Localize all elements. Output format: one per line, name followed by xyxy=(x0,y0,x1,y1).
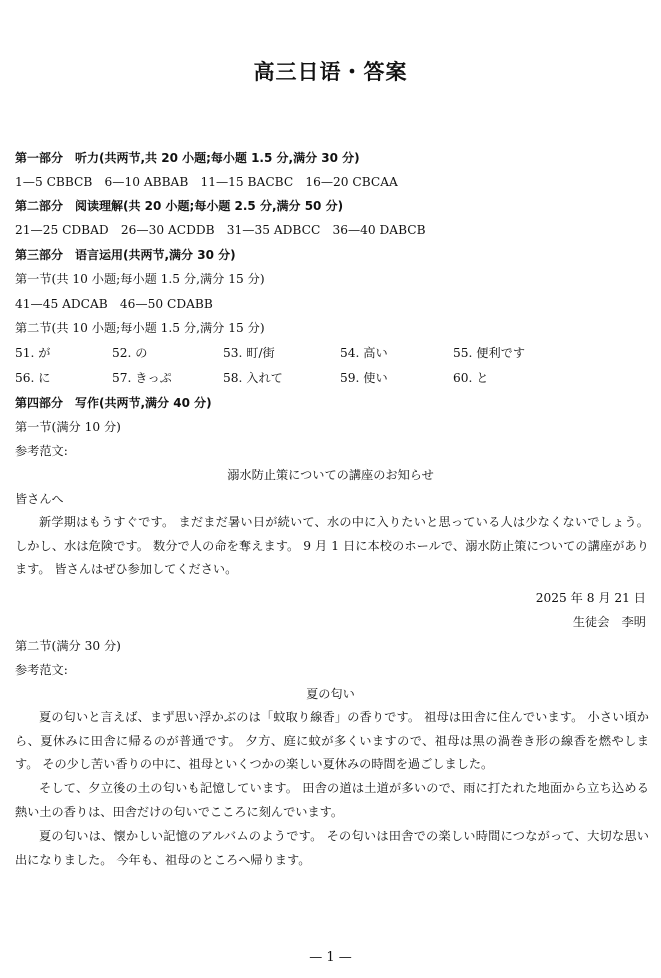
essay-paragraph-2: そして、夕立後の土の匂いも記憶しています。 田舎の道は土道が多いので、雨に打たれた地面から立ち込める熱い土の香りは、田舎だけの匂いでこころに刻んでいます。 xyxy=(15,781,649,819)
notice-body: 新学期はもうすぐです。 まだまだ暑い日が続いて、水の中に入りたいと思っている人は少なくないでしょう。 しかし、水は危険です。 数分で人の命を奪えます。 9 月 1 日に本校のホールで、溺水防止策についての講座があります。 皆さんはぜひ参加してください。 xyxy=(15,515,649,576)
fill-answer: 55. 便利です xyxy=(453,346,526,360)
fill-answer: 57. きっぷ xyxy=(112,371,172,385)
fill-answer: 59. 使い xyxy=(340,371,388,385)
fill-answer: 53. 町/街 xyxy=(223,346,275,360)
notice-title: 溺水防止策についての講座のお知らせ xyxy=(227,468,434,482)
part1-answers: 1—5 CBBCB 6—10 ABBAB 11—15 BACBC 16—20 CBCAA xyxy=(15,175,398,189)
notice-greeting: 皆さんへ xyxy=(15,492,64,506)
fill-answer: 58. 入れて xyxy=(223,371,283,385)
essay-paragraph-3: 夏の匂いは、懐かしい記憶のアルバムのようです。 その匂いは田舎での楽しい時間につながって、大切な思い出になりました。 今年も、祖母のところへ帰ります。 xyxy=(15,829,649,867)
page-title: 高三日语・答案 xyxy=(253,60,408,84)
notice-date: 2025 年 8 月 21 日 xyxy=(535,591,646,605)
part1-header: 第一部分 听力(共两节,共 20 小题;每小题 1.5 分,满分 30 分) xyxy=(15,151,360,165)
fill-answer: 51. が xyxy=(15,346,51,360)
part3-section1-answers: 41—45 ADCAB 46—50 CDABB xyxy=(15,297,213,311)
part3-header: 第三部分 语言运用(共两节,满分 30 分) xyxy=(15,248,236,262)
part4-section1-header: 第一节(满分 10 分) xyxy=(15,420,121,434)
reference-label: 参考范文: xyxy=(15,444,68,458)
part4-section2-header: 第二节(满分 30 分) xyxy=(15,639,121,653)
fill-answer: 52. の xyxy=(112,346,148,360)
part3-section1-header: 第一节(共 10 小题;每小题 1.5 分,满分 15 分) xyxy=(15,272,265,286)
fill-answer: 60. と xyxy=(453,371,489,385)
reference-label: 参考范文: xyxy=(15,663,68,677)
notice-signer: 生徒会 李明 xyxy=(572,615,646,629)
part2-header: 第二部分 阅读理解(共 20 小题;每小题 2.5 分,满分 50 分) xyxy=(15,199,344,213)
part2-answers: 21—25 CDBAD 26—30 ACDDB 31—35 ADBCC 36—40 DABCB xyxy=(15,223,426,237)
fill-answer: 54. 高い xyxy=(340,346,388,360)
essay-paragraph-1: 夏の匂いと言えば、まず思い浮かぶのは「蚊取り線香」の香りです。 祖母は田舎に住んでいます。 小さい頃から、夏休みに田舎に帰るのが普通です。 夕方、庭に蚊が多くいますので、祖母は黒の渦巻き形の線香を燃やします。 その少し苦い香りの中に、祖母といくつかの楽しい夏休みの時間を過ごしました。 xyxy=(15,710,649,771)
part3-section2-header: 第二节(共 10 小题;每小题 1.5 分,满分 15 分) xyxy=(15,321,265,335)
fill-answer: 56. に xyxy=(15,371,51,385)
part4-header: 第四部分 写作(共两节,满分 40 分) xyxy=(15,396,212,410)
page-number: — 1 — xyxy=(309,950,352,965)
essay-title: 夏の匂い xyxy=(306,687,355,701)
